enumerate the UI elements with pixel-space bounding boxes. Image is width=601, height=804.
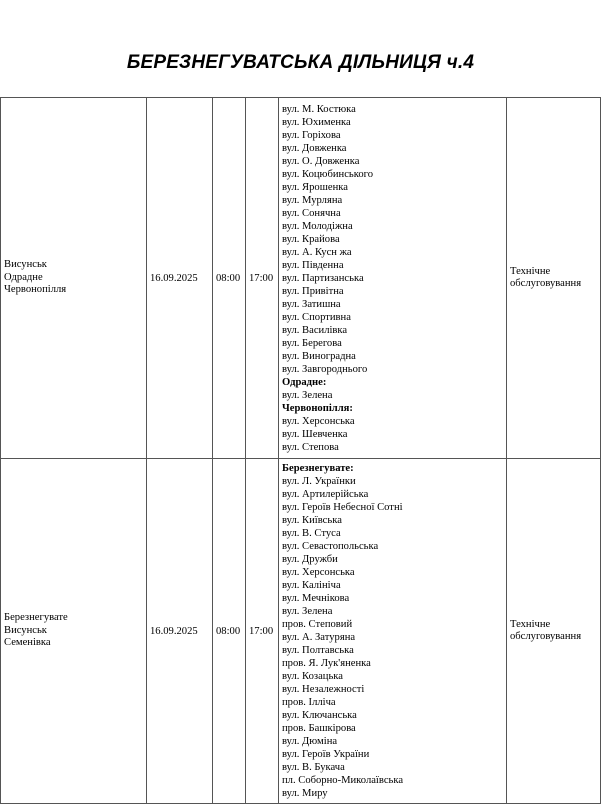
street-name: вул. Героїв України [282,749,370,760]
street-name: пров. Башкірова [282,723,356,734]
street-name: пров. Я. Лук'яненка [282,658,371,669]
table-row [1,98,601,459]
street-name: вул. Партизанська [282,272,364,284]
street-name: вул. О. Довженка [282,155,360,167]
work-type-cell [507,459,601,804]
settlements-cell [1,459,147,804]
street-name: пров. Ілліча [282,697,336,708]
street-name: вул. Степова [282,441,339,453]
street-name: вул. Героїв Небесної Сотні [282,502,403,513]
street-name: вул. Коцюбинського [282,168,374,180]
settlement-name: Одрадне [4,271,43,283]
time-to-cell: 17:00 [246,459,279,804]
settlements-cell [1,98,147,459]
work-type-cell [507,98,601,459]
street-name: вул. Крайова [282,233,340,245]
street-name: вул. В. Стуса [282,528,341,539]
settlement-name: Висунськ [4,624,47,636]
date-cell: 16.09.2025 [147,459,213,804]
street-name: вул. А. Затуряна [282,632,356,643]
date-cell: 16.09.2025 [147,98,213,459]
settlement-name: Березнегувате [4,612,68,624]
street-name: вул. Берегова [282,337,342,349]
street-name: вул. Дюміна [282,736,338,747]
street-name: вул. Калініча [282,580,341,591]
street-name: вул. Херсонська [282,567,355,578]
street-name: вул. Довженка [282,142,347,154]
street-name: вул. Південна [282,259,344,271]
street-name: вул. Херсонська [282,415,355,427]
street-name: пл. Соборно-Миколаївська [282,775,404,786]
street-name: вул. Юхименка [282,116,351,128]
street-name: вул. Зелена [282,389,333,401]
table-row [1,459,601,804]
settlement-header: Червонопілля: [282,402,353,414]
work-type-text: обслуговування [510,278,582,289]
street-name: вул. Л. Українки [282,476,356,487]
street-name: вул. Київська [282,515,342,526]
work-type-text: Технічне [510,265,551,277]
street-name: вул. М. Костюка [282,103,356,115]
street-name: вул. Мечнікова [282,593,350,604]
street-name: вул. Виноградна [282,350,356,362]
settlement-name: Червонопілля [4,284,67,296]
streets-cell [279,98,507,459]
street-name: вул. Севастопольська [282,541,379,552]
street-name: вул. Горіхова [282,129,341,141]
street-name: вул. Шевченка [282,428,348,440]
street-name: вул. Молодіжна [282,220,353,232]
street-name: вул. Ключанська [282,710,357,721]
street-name: вул. Полтавська [282,645,354,656]
street-name: вул. А. Кусн жа [282,246,352,258]
work-type-text: Технічне [510,618,551,630]
work-type-text: обслуговування [510,631,582,642]
street-name: вул. Затишна [282,298,341,310]
time-from-cell: 08:00 [213,459,246,804]
street-name: пров. Степовий [282,619,353,630]
street-name: вул. Завгороднього [282,363,368,375]
settlement-header: Березнегувате: [282,463,354,474]
street-name: вул. Сонячна [282,207,341,219]
street-name: вул. Василівка [282,324,348,336]
street-name: вул. В. Букача [282,762,345,773]
street-name: вул. Дружби [282,554,338,565]
street-name: вул. Миру [282,788,328,799]
streets-cell [279,459,507,804]
street-name: вул. Незалежності [282,684,365,695]
street-name: вул. Привітна [282,285,344,297]
settlement-header: Одрадне: [282,376,327,388]
street-name: вул. Артилерійська [282,489,369,500]
page-title: БЕРЕЗНЕГУВАТСЬКА ДІЛЬНИЦЯ ч.4 [126,52,475,73]
street-name: вул. Спортивна [282,311,351,323]
street-name: вул. Зелена [282,606,333,617]
street-name: вул. Мурляна [282,194,343,206]
schedule-table [0,97,601,804]
street-name: вул. Ярошенка [282,181,348,193]
settlement-name: Висунськ [4,259,47,271]
time-to-cell: 17:00 [246,98,279,459]
street-name: вул. Козацька [282,671,343,682]
settlement-name: Семенівка [4,637,51,649]
time-from-cell: 08:00 [213,98,246,459]
